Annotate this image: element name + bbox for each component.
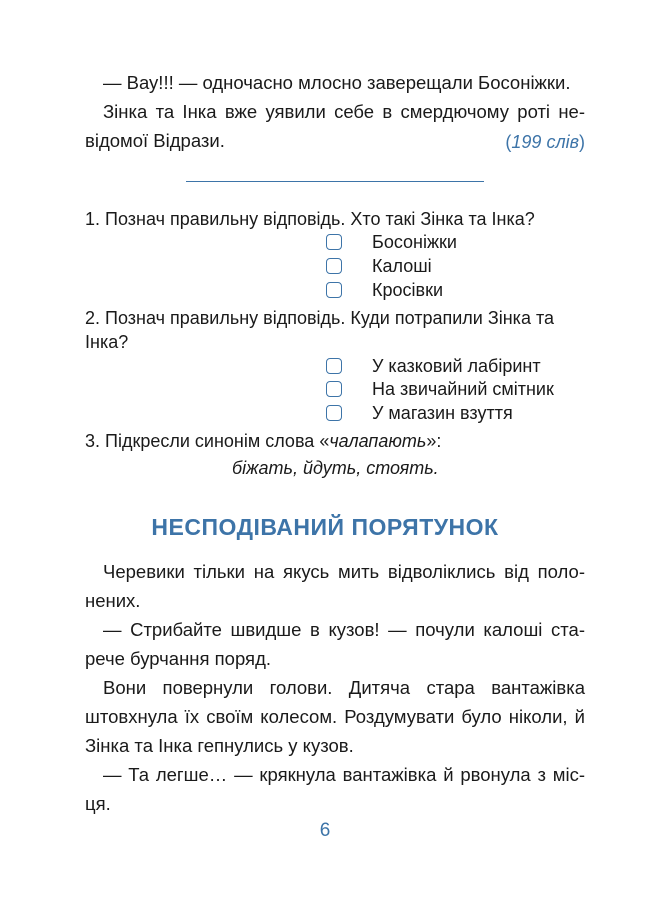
story-paragraph: Черевики тільки на якусь мить відволіклись від полонених.: [85, 561, 585, 611]
option-label: Босоніжки: [372, 231, 457, 252]
section-title: НЕСПОДІВАНИЙ ПОРЯТУНОК: [151, 514, 499, 540]
checkbox-icon[interactable]: [326, 405, 342, 421]
question-2: 2. Познач правильну відповідь. Куди потрапили Зінка та Інка?: [85, 308, 555, 352]
checkbox-icon[interactable]: [326, 282, 342, 298]
checkbox-icon[interactable]: [326, 358, 342, 374]
checkbox-icon[interactable]: [326, 234, 342, 250]
option-row[interactable]: [326, 278, 443, 302]
option-row[interactable]: [326, 254, 432, 278]
option-label: У казковий лабіринт: [372, 355, 541, 376]
word-count: (199 слів): [505, 132, 585, 152]
synonym-choices[interactable]: біжать, йдуть, стоять.: [232, 458, 439, 478]
question-1: 1. Познач правильну відповідь. Хто такі Зінка та Інка?: [85, 209, 535, 229]
story-paragraph: — Вау!!! — одночасно млосно заверещали Босоніжки.: [103, 72, 571, 93]
question-3: 3. Підкресли синонім слова «чалапають»:: [85, 431, 442, 451]
section-divider: [186, 181, 484, 182]
option-row[interactable]: [326, 377, 554, 401]
option-label: У магазин взуття: [372, 402, 513, 423]
checkbox-icon[interactable]: [326, 381, 342, 397]
option-label: На звичайний смітник: [372, 378, 554, 399]
page-number: 6: [319, 820, 331, 841]
option-label: Калоші: [372, 255, 432, 276]
option-row[interactable]: [326, 354, 541, 378]
option-row[interactable]: [326, 230, 457, 254]
checkbox-icon[interactable]: [326, 258, 342, 274]
story-paragraph: — Та легше… — крякнула вантажівка й рвонула з місця.: [85, 764, 585, 814]
story-paragraph: — Стрибайте швидше в кузов! — почули калоші старече бурчання поряд.: [85, 619, 585, 669]
option-row[interactable]: [326, 401, 513, 425]
option-label: Кросівки: [372, 279, 443, 300]
story-paragraph: Вони повернули голови. Дитяча стара вантажівка штовхнула їх своїм колесом. Роздумувати було ніколи, й Зінка та Інка гепнулись у кузов.: [85, 677, 585, 756]
story-paragraph: Зінка та Інка вже уявили себе в смердючому роті невідомої Відрази.: [85, 101, 585, 151]
